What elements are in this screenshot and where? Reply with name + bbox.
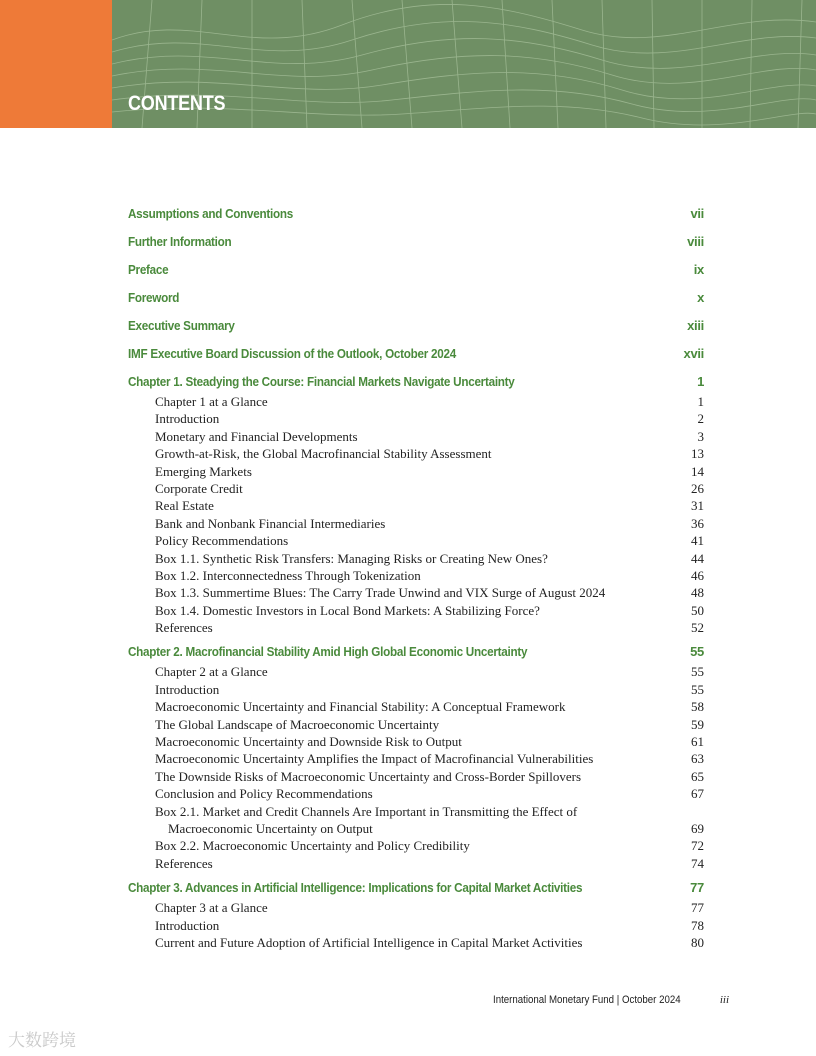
toc-page-number: vii xyxy=(690,206,704,221)
toc-item[interactable] xyxy=(128,497,704,514)
toc-page-number: 78 xyxy=(691,917,704,933)
toc-item[interactable] xyxy=(128,698,704,715)
toc-entry-title: Further Information xyxy=(128,234,232,249)
toc-item-title: Introduction xyxy=(155,411,220,427)
toc-page-number: 46 xyxy=(691,567,704,583)
toc-item-title: Introduction xyxy=(155,681,220,697)
toc-item-title: Corporate Credit xyxy=(155,480,243,496)
toc-item[interactable] xyxy=(128,934,704,951)
toc-item[interactable] xyxy=(128,463,704,480)
toc-front-matter-executive-summary[interactable] xyxy=(128,315,704,343)
toc-page-number: 13 xyxy=(691,446,704,462)
table-of-contents xyxy=(128,203,704,951)
toc-item-title: Macroeconomic Uncertainty Amplifies the Impact of Macrofinancial Vulnerabilities xyxy=(155,751,594,767)
toc-page-number: 36 xyxy=(691,515,704,531)
toc-item[interactable] xyxy=(128,855,704,872)
toc-item[interactable] xyxy=(128,550,704,567)
toc-page-number: 41 xyxy=(691,533,704,549)
toc-item-continuation[interactable] xyxy=(128,820,704,837)
toc-item[interactable] xyxy=(128,532,704,549)
toc-item-title: Monetary and Financial Developments xyxy=(155,428,358,444)
toc-entry-title: Assumptions and Conventions xyxy=(128,206,293,221)
toc-item[interactable] xyxy=(128,768,704,785)
toc-item-title: Real Estate xyxy=(155,498,214,514)
toc-page-number: 69 xyxy=(691,820,704,836)
toc-item-title: Box 1.2. Interconnectedness Through Tokenization xyxy=(155,567,421,583)
toc-page-number: 14 xyxy=(691,463,704,479)
toc-chapter-2[interactable] xyxy=(128,641,704,663)
toc-page-number: xvii xyxy=(683,346,704,361)
toc-front-matter-further-information[interactable] xyxy=(128,231,704,259)
toc-item-title: Box 1.3. Summertime Blues: The Carry Trade Unwind and VIX Surge of August 2024 xyxy=(155,585,606,601)
toc-page-number: 31 xyxy=(691,498,704,514)
toc-item-title: Box 2.2. Macroeconomic Uncertainty and Policy Credibility xyxy=(155,838,470,854)
toc-page-number: 72 xyxy=(691,838,704,854)
toc-item-title: The Downside Risks of Macroeconomic Uncertainty and Cross-Border Spillovers xyxy=(155,768,582,784)
toc-item[interactable] xyxy=(128,445,704,462)
toc-page-number: xiii xyxy=(687,318,704,333)
toc-item[interactable] xyxy=(128,716,704,733)
toc-item-title: Macroeconomic Uncertainty on Output xyxy=(168,820,373,836)
toc-item-title: References xyxy=(155,620,213,636)
toc-item-title: Conclusion and Policy Recommendations xyxy=(155,786,373,802)
toc-chapter-title: Chapter 1. Steadying the Course: Financial Markets Navigate Uncertainty xyxy=(128,374,515,389)
toc-item-title: Emerging Markets xyxy=(155,463,252,479)
footer-source: International Monetary Fund | October 2024 xyxy=(493,994,681,1006)
toc-page-number: 65 xyxy=(691,768,704,784)
toc-page-number: 44 xyxy=(691,550,704,566)
page-title: CONTENTS xyxy=(128,92,226,115)
footer-page-number: iii xyxy=(719,994,729,1006)
toc-item[interactable] xyxy=(128,803,704,820)
toc-item[interactable] xyxy=(128,899,704,916)
orange-accent-block xyxy=(0,0,112,128)
toc-item[interactable] xyxy=(128,733,704,750)
toc-page-number: x xyxy=(697,290,704,305)
toc-page-number: 2 xyxy=(697,411,704,427)
toc-item-title: Macroeconomic Uncertainty and Financial Stability: A Conceptual Framework xyxy=(155,699,566,715)
toc-item[interactable] xyxy=(128,785,704,802)
toc-item[interactable] xyxy=(128,619,704,636)
toc-page-number: 3 xyxy=(697,428,704,444)
toc-item[interactable] xyxy=(128,410,704,427)
toc-item-title: Introduction xyxy=(155,917,220,933)
toc-page-number: 50 xyxy=(691,602,704,618)
toc-chapter-title: Chapter 3. Advances in Artificial Intelligence: Implications for Capital Market Activities xyxy=(128,880,583,896)
toc-page-number: 63 xyxy=(691,751,704,767)
toc-item[interactable] xyxy=(128,428,704,445)
toc-item[interactable] xyxy=(128,393,704,410)
toc-front-matter-board-discussion[interactable] xyxy=(128,343,704,371)
toc-entry-title: IMF Executive Board Discussion of the Outlook, October 2024 xyxy=(128,346,457,361)
toc-item[interactable] xyxy=(128,480,704,497)
toc-item-title: References xyxy=(155,855,213,871)
toc-page-number: 80 xyxy=(691,934,704,950)
toc-entry-title: Preface xyxy=(128,262,169,277)
toc-page-number: 1 xyxy=(697,394,704,409)
toc-item[interactable] xyxy=(128,602,704,619)
toc-item[interactable] xyxy=(128,567,704,584)
toc-page-number: 74 xyxy=(691,855,704,871)
toc-item-title: Chapter 2 at a Glance xyxy=(155,664,268,680)
toc-item[interactable] xyxy=(128,515,704,532)
header-banner xyxy=(0,0,816,128)
toc-item[interactable] xyxy=(128,837,704,854)
toc-entry-title: Foreword xyxy=(128,290,180,305)
toc-page-number: 67 xyxy=(691,786,704,802)
toc-page-number: 59 xyxy=(691,716,704,732)
toc-front-matter-foreword[interactable] xyxy=(128,287,704,315)
toc-page-number: 58 xyxy=(691,699,704,715)
toc-page-number: 61 xyxy=(691,734,704,750)
toc-chapter-3[interactable] xyxy=(128,877,704,899)
toc-item[interactable] xyxy=(128,917,704,934)
toc-page-number: 26 xyxy=(691,480,704,496)
toc-front-matter-preface[interactable] xyxy=(128,259,704,287)
toc-page-number: 55 xyxy=(691,664,704,680)
toc-page-number: 77 xyxy=(690,880,704,896)
toc-page-number: 77 xyxy=(691,900,704,916)
toc-item-title: Box 1.4. Domestic Investors in Local Bond Markets: A Stabilizing Force? xyxy=(155,602,540,618)
page-footer xyxy=(493,994,729,1006)
toc-page-number: ix xyxy=(693,262,704,277)
toc-entry-title: Executive Summary xyxy=(128,318,235,333)
toc-item[interactable] xyxy=(128,663,704,680)
watermark-text: 大数跨境 xyxy=(8,1031,76,1051)
toc-front-matter-assumptions[interactable] xyxy=(128,203,704,231)
toc-item-title: Bank and Nonbank Financial Intermediaries xyxy=(155,515,386,531)
toc-page-number: 55 xyxy=(690,644,704,660)
toc-item-title: Chapter 1 at a Glance xyxy=(155,394,268,409)
toc-item-title: Box 1.1. Synthetic Risk Transfers: Managing Risks or Creating New Ones? xyxy=(155,550,548,566)
toc-item-title: Growth-at-Risk, the Global Macrofinancial Stability Assessment xyxy=(155,446,492,462)
toc-item[interactable] xyxy=(128,750,704,767)
watermark-logo xyxy=(8,1026,108,1054)
toc-page-number: 52 xyxy=(691,620,704,636)
toc-chapter-1[interactable] xyxy=(128,371,704,393)
toc-item[interactable] xyxy=(128,584,704,601)
toc-item-title: Chapter 3 at a Glance xyxy=(155,900,268,916)
toc-item[interactable] xyxy=(128,681,704,698)
toc-item-title: The Global Landscape of Macroeconomic Uncertainty xyxy=(155,716,440,732)
toc-page-number: 55 xyxy=(691,681,704,697)
toc-item-title: Current and Future Adoption of Artificial Intelligence in Capital Market Activities xyxy=(155,934,583,950)
toc-page-number: 1 xyxy=(697,374,704,389)
toc-chapter-title: Chapter 2. Macrofinancial Stability Amid High Global Economic Uncertainty xyxy=(128,644,528,660)
toc-page-number: 48 xyxy=(691,585,704,601)
toc-page-number: viii xyxy=(687,234,704,249)
toc-item-title: Macroeconomic Uncertainty and Downside Risk to Output xyxy=(155,734,462,750)
toc-item-title: Box 2.1. Market and Credit Channels Are Important in Transmitting the Effect of xyxy=(155,803,578,819)
toc-item-title: Policy Recommendations xyxy=(155,533,289,549)
